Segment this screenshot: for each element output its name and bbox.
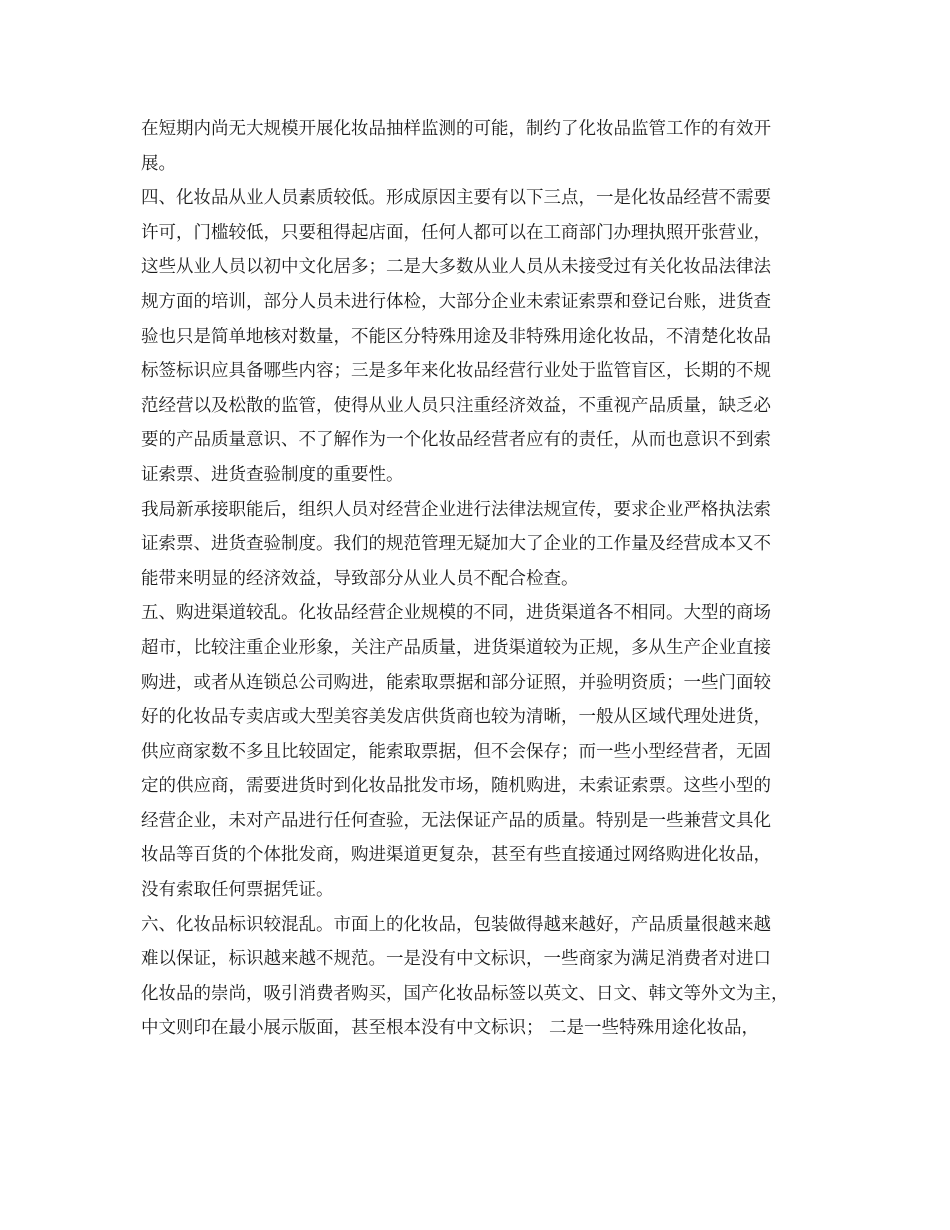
- text-line: 范经营以及松散的监管，使得从业人员只注重经济效益，不重视产品质量，缺乏必: [141, 395, 771, 416]
- text-line: 供应商家数不多且比较固定，能索取票据，但不会保存；而一些小型经营者，无固: [141, 741, 771, 762]
- text-line: 四、化妆品从业人员素质较低。形成原因主要有以下三点，一是化妆品经营不需要: [141, 188, 771, 209]
- text-line: 许可，门槛较低，只要租得起店面，任何人都可以在工商部门办理执照开张营业，: [141, 222, 771, 243]
- text-line: 购进，或者从连锁总公司购进，能索取票据和部分证照，并验明资质；一些门面较: [141, 672, 771, 693]
- text-line: 五、购进渠道较乱。化妆品经营企业规模的不同，进货渠道各不相同。大型的商场: [141, 603, 771, 624]
- text-line: 标签标识应具备哪些内容；三是多年来化妆品经营行业处于监管盲区，长期的不规: [141, 361, 771, 382]
- text-line: 中文则印在最小展示版面，甚至根本没有中文标识； 二是一些特殊用途化妆品，: [141, 1018, 760, 1039]
- text-line: 难以保证，标识越来越不规范。一是没有中文标识，一些商家为满足消费者对进口: [141, 949, 771, 970]
- paragraph: [141, 908, 817, 1046]
- text-line: 没有索取任何票据凭证。: [141, 880, 334, 901]
- paragraph: [141, 596, 817, 907]
- paragraph: [141, 181, 817, 492]
- text-line: 这些从业人员以初中文化居多；二是大多数从业人员从未接受过有关化妆品法律法: [141, 257, 771, 278]
- text-line: 经营企业，未对产品进行任何查验，无法保证产品的质量。特别是一些兼营文具化: [141, 810, 771, 831]
- document-body: [141, 112, 817, 1046]
- text-line: 能带来明显的经济效益，导致部分从业人员不配合检查。: [141, 568, 579, 589]
- text-line: 在短期内尚无大规模开展化妆品抽样监测的可能，制约了化妆品监管工作的有效开: [141, 119, 771, 139]
- text-line: 定的供应商，需要进货时到化妆品批发市场，随机购进，未索证索票。这些小型的: [141, 776, 771, 797]
- text-line: 我局新承接职能后，组织人员对经营企业进行法律法规宣传，要求企业严格执法索: [141, 499, 771, 520]
- paragraph: [141, 112, 817, 181]
- text-line: 化妆品的崇尚，吸引消费者购买，国产化妆品标签以英文、日文、韩文等外文为主，: [141, 983, 789, 1004]
- text-line: 证索票、进货查验制度的重要性。: [141, 464, 404, 485]
- text-line: 超市，比较注重企业形象，关注产品质量，进货渠道较为正规，多从生产企业直接: [141, 637, 771, 658]
- paragraph: [141, 493, 817, 597]
- text-line: 要的产品质量意识、不了解作为一个化妆品经营者应有的责任，从而也意识不到索: [141, 430, 771, 451]
- text-line: 展。: [141, 153, 176, 174]
- text-line: 规方面的培训，部分人员未进行体检，大部分企业未索证索票和登记台账，进货查: [141, 291, 771, 312]
- text-line: 好的化妆品专卖店或大型美容美发店供货商也较为清晰，一般从区域代理处进货，: [141, 707, 771, 728]
- text-line: 证索票、进货查验制度。我们的规范管理无疑加大了企业的工作量及经营成本又不: [141, 534, 771, 555]
- text-line: 六、化妆品标识较混乱。市面上的化妆品，包装做得越来越好，产品质量很越来越: [141, 914, 771, 935]
- text-line: 妆品等百货的个体批发商，购进渠道更复杂，甚至有些直接通过网络购进化妆品，: [141, 845, 771, 866]
- text-line: 验也只是简单地核对数量，不能区分特殊用途及非特殊用途化妆品，不清楚化妆品: [141, 326, 771, 347]
